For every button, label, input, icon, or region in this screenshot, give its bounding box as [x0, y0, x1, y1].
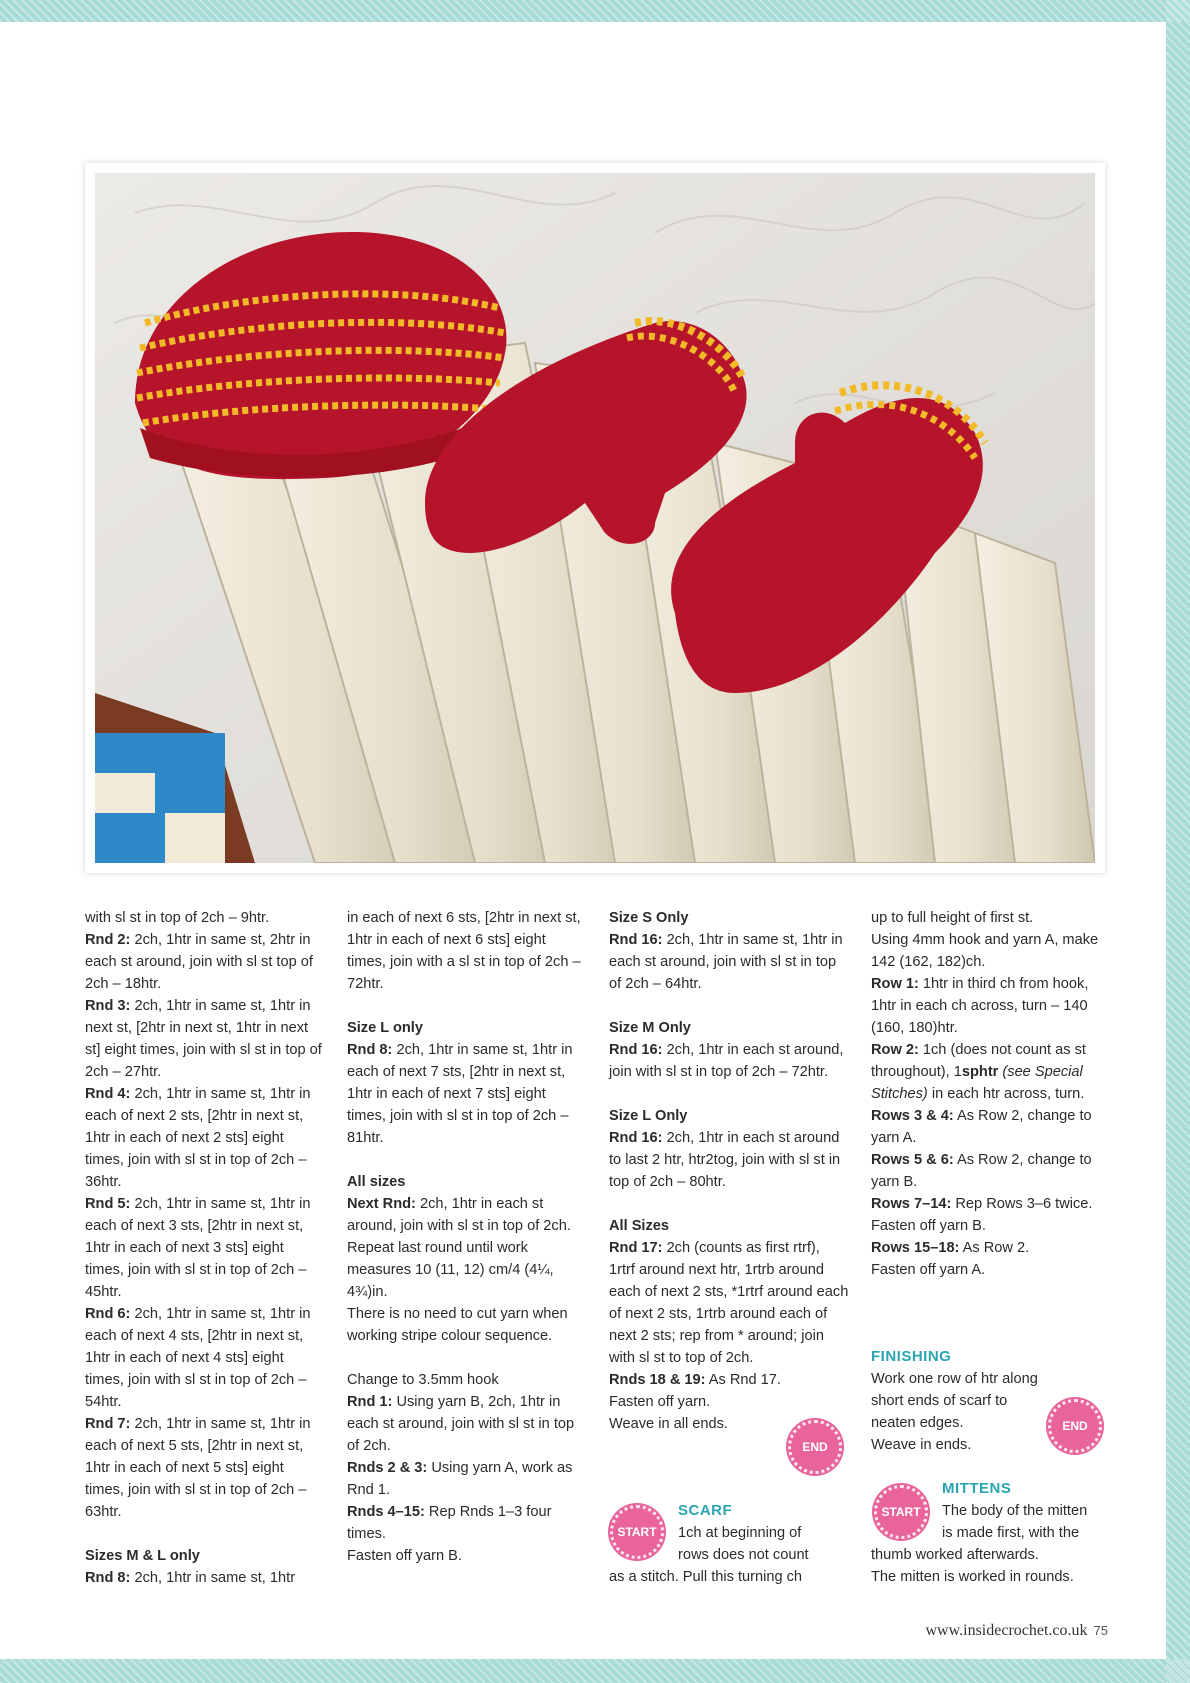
- step-label: Row 2:: [871, 1042, 919, 1058]
- mittens-heading: MITTENS: [942, 1480, 1012, 1497]
- step-label: Next Rnd:: [347, 1196, 416, 1212]
- step-label: Size L Only: [609, 1108, 688, 1124]
- pattern-line: [609, 1369, 849, 1391]
- step-label: Rnd 3:: [85, 998, 131, 1014]
- pattern-line: [871, 1215, 1111, 1237]
- step-label: Sizes M & L only: [85, 1548, 200, 1564]
- scarf-section: [678, 1500, 858, 1566]
- step-label: Rnds 18 & 19:: [609, 1372, 706, 1388]
- pattern-line: [347, 1193, 587, 1237]
- pattern-line: [347, 1017, 587, 1039]
- pattern-line: [609, 1215, 849, 1237]
- step-label: All Sizes: [609, 1218, 670, 1234]
- photo-frame: [85, 163, 1105, 873]
- step-text: 2ch, 1htr in same st, 1htr in each of next 5 sts, [2htr in next st, 1htr in each of next 5 sts] eight times, join with sl st in top of 2ch – 63htr.: [85, 1416, 311, 1520]
- step-text: 1ch (does not count as st throughout), 1: [871, 1042, 1086, 1080]
- pattern-line: [609, 929, 849, 995]
- step-text: Using yarn A, work as Rnd 1.: [347, 1460, 573, 1498]
- step-label: Rnds 2 & 3:: [347, 1460, 428, 1476]
- stitch-note: (see Special Stitches): [871, 1064, 1083, 1102]
- step-text: 2ch, 1htr in same st, 1htr in each of next 3 sts, [2htr in next st, 1htr in each of next 3 sts] eight times, join with sl st in top of 2ch – 45htr.: [85, 1196, 311, 1300]
- pattern-line: [85, 1193, 325, 1303]
- step-label: Rnd 16:: [609, 1042, 663, 1058]
- pattern-line: [871, 929, 1111, 973]
- mittens-section: [942, 1478, 1112, 1544]
- paragraph-gap: [609, 1193, 849, 1215]
- step-label: Rnd 6:: [85, 1306, 131, 1322]
- pattern-line: [871, 1149, 1111, 1193]
- scarf-line-2: rows does not count: [678, 1547, 809, 1563]
- step-text: 2ch, 1htr in each st around to last 2 htr, htr2tog, join with sl st in top of 2ch – 80htr.: [609, 1130, 841, 1190]
- step-label: Rows 3 & 4:: [871, 1108, 954, 1124]
- step-text: 2ch, 1htr in same st, 1htr in next st, [2htr in next st, 1htr in next st] eight times, join with sl st in top of 2ch – 27htr.: [85, 998, 322, 1080]
- pattern-line: [85, 1303, 325, 1413]
- step-text: There is no need to cut yarn when working stripe colour sequence.: [347, 1306, 568, 1344]
- mittens-line-2: is made first, with the: [942, 1525, 1080, 1541]
- finishing-heading: FINISHING: [871, 1348, 952, 1365]
- step-text: Change to 3.5mm hook: [347, 1372, 499, 1388]
- step-label: Rnd 16:: [609, 1130, 663, 1146]
- step-label: Rnd 7:: [85, 1416, 131, 1432]
- page-number: 75: [1093, 1623, 1108, 1638]
- pattern-line: [347, 1303, 587, 1347]
- step-text: in each htr across, turn.: [927, 1086, 1085, 1102]
- step-text: Rep Rnds 1–3 four times.: [347, 1504, 552, 1542]
- step-label: Size S Only: [609, 910, 689, 926]
- pattern-line: [609, 1391, 849, 1413]
- paragraph-gap: [609, 1083, 849, 1105]
- pattern-line: [609, 1105, 849, 1127]
- pattern-line: [609, 1017, 849, 1039]
- step-text: Rep Rows 3–6 twice.: [951, 1196, 1093, 1212]
- step-label: Rnd 17:: [609, 1240, 663, 1256]
- step-text: As Row 2, change to yarn B.: [871, 1152, 1092, 1190]
- step-label: Rnd 1:: [347, 1394, 393, 1410]
- end-badge: END: [788, 1420, 842, 1474]
- step-label: Rows 15–18:: [871, 1240, 960, 1256]
- step-label: Rnd 8:: [85, 1570, 131, 1586]
- pattern-line: [85, 1567, 325, 1589]
- step-text: As Rnd 17.: [705, 1372, 781, 1388]
- step-text: Fasten off yarn B.: [871, 1218, 986, 1234]
- pattern-line: [347, 1039, 587, 1149]
- step-text: Using 4mm hook and yarn A, make 142 (162, 182)ch.: [871, 932, 1099, 970]
- step-text: 2ch, 1htr in each st around, join with sl st in top of 2ch – 72htr.: [609, 1042, 844, 1080]
- step-text: 2ch (counts as first rtrf), 1rtrf around next htr, 1rtrb around each of next 2 sts, *1rtrf around each of next 2 sts, 1rtrb around each of next 2 sts; rep from * around; join with sl st to top of 2ch.: [609, 1240, 849, 1366]
- scarf-heading: SCARF: [678, 1502, 733, 1519]
- step-text: Weave in all ends.: [609, 1416, 728, 1432]
- pattern-line: [347, 1237, 587, 1303]
- pattern-line: [85, 1545, 325, 1567]
- step-label: All sizes: [347, 1174, 406, 1190]
- step-text: 2ch, 1htr in same st, 1htr in each of next 7 sts, [2htr in next st, 1htr in each of next 7 sts] eight times, join with sl st in top of 2ch – 81htr.: [347, 1042, 573, 1146]
- footer-url[interactable]: www.insidecrochet.co.uk: [925, 1622, 1088, 1639]
- pattern-line: [347, 907, 587, 995]
- pattern-line: [609, 1237, 849, 1369]
- stitch-name: sphtr: [961, 1064, 999, 1080]
- scarf-line-1: 1ch at beginning of: [678, 1525, 802, 1541]
- step-label: Rnd 2:: [85, 932, 131, 948]
- start-badge: START: [610, 1505, 664, 1559]
- photo-hat-mittens-radiator: [95, 173, 1095, 863]
- scarf-after: as a stitch. Pull this turning ch: [609, 1569, 803, 1585]
- pattern-line: [871, 1105, 1111, 1149]
- paragraph-gap: [609, 995, 849, 1017]
- pattern-line: [85, 1413, 325, 1523]
- paragraph-gap: [85, 1523, 325, 1545]
- pattern-line: [347, 1391, 587, 1457]
- step-label: Rows 7–14:: [871, 1196, 952, 1212]
- step-label: Rnd 8:: [347, 1042, 393, 1058]
- step-label: Row 1:: [871, 976, 919, 992]
- page-border-right: [1166, 0, 1190, 1683]
- pattern-line: [871, 1237, 1111, 1259]
- text-column-2: [347, 907, 587, 1567]
- pattern-line: [347, 1545, 587, 1567]
- step-text: 2ch, 1htr in same st, 1htr in each of next 4 sts, [2htr in next st, 1htr in each of next 4 sts] eight times, join with sl st in top of 2ch – 54htr.: [85, 1306, 311, 1410]
- step-text: 2ch, 1htr in same st, 1htr: [130, 1570, 296, 1586]
- step-label: Rows 5 & 6:: [871, 1152, 954, 1168]
- mittens-line-1: The body of the mitten: [942, 1503, 1088, 1519]
- step-label: Size M Only: [609, 1020, 691, 1036]
- step-text: with sl st in top of 2ch – 9htr.: [85, 910, 270, 926]
- pattern-line: [609, 907, 849, 929]
- page-border-bottom: [0, 1659, 1190, 1683]
- mittens-after-line-1: thumb worked afterwards.: [871, 1547, 1039, 1563]
- step-label: Rnds 4–15:: [347, 1504, 425, 1520]
- text-column-3: [609, 907, 849, 1435]
- finishing-line-4: Weave in ends.: [871, 1437, 972, 1453]
- text-column-1: [85, 907, 325, 1589]
- paragraph-gap: [347, 995, 587, 1017]
- pattern-line: [871, 907, 1111, 929]
- page-border-top: [0, 0, 1190, 22]
- pattern-line: [85, 1083, 325, 1193]
- paragraph-gap: [347, 1347, 587, 1369]
- step-text: Fasten off yarn A.: [871, 1262, 986, 1278]
- start-badge-2: START: [874, 1485, 928, 1539]
- pattern-line: [85, 907, 325, 929]
- mittens-after-line-2: The mitten is worked in rounds.: [871, 1569, 1074, 1585]
- finishing-line-1: Work one row of htr along: [871, 1371, 1038, 1387]
- end-badge-2: END: [1048, 1399, 1102, 1453]
- step-text: 2ch, 1htr in same st, 2htr in each st around, join with sl st top of 2ch – 18htr.: [85, 932, 313, 992]
- pattern-line: [347, 1171, 587, 1193]
- pattern-line: [85, 929, 325, 995]
- step-label: Rnd 5:: [85, 1196, 131, 1212]
- finishing-line-2: short ends of scarf to: [871, 1393, 1008, 1409]
- step-text: Using yarn B, 2ch, 1htr in each st around, join with sl st in top of 2ch.: [347, 1394, 575, 1454]
- pattern-line: [347, 1457, 587, 1501]
- page-footer: [926, 1622, 1109, 1640]
- step-label: Rnd 4:: [85, 1086, 131, 1102]
- pattern-line: [347, 1369, 587, 1391]
- mittens-after: [871, 1544, 1111, 1588]
- step-label: Rnd 16:: [609, 932, 663, 948]
- step-text: 2ch, 1htr in each st around, join with sl st in top of 2ch.: [347, 1196, 571, 1234]
- step-text: in each of next 6 sts, [2htr in next st, 1htr in each of next 6 sts] eight times, join with a sl st in top of 2ch – 72htr.: [347, 910, 581, 992]
- pattern-line: [871, 1193, 1111, 1215]
- pattern-line: [85, 995, 325, 1083]
- pattern-line: [871, 1259, 1111, 1281]
- pattern-line: [609, 1039, 849, 1083]
- pattern-line: [609, 1127, 849, 1193]
- step-text: up to full height of first st.: [871, 910, 1034, 926]
- step-text: 2ch, 1htr in same st, 1htr in each st around, join with sl st in top of 2ch – 64htr.: [609, 932, 843, 992]
- step-text: 1htr in third ch from hook, 1htr in each ch across, turn – 140 (160, 180)htr.: [871, 976, 1089, 1036]
- step-text: As Row 2, change to yarn A.: [871, 1108, 1092, 1146]
- paragraph-gap: [347, 1149, 587, 1171]
- step-text: Repeat last round until work measures 10 (11, 12) cm/4 (4¼, 4¾)in.: [347, 1240, 554, 1300]
- finishing-line-3: neaten edges.: [871, 1415, 964, 1431]
- pattern-line: [347, 1501, 587, 1545]
- step-text: 2ch, 1htr in same st, 1htr in each of next 2 sts, [2htr in next st, 1htr in each of next 2 sts] eight times, join with sl st in top of 2ch – 36htr.: [85, 1086, 311, 1190]
- pattern-line: [871, 973, 1111, 1039]
- step-text: Fasten off yarn B.: [347, 1548, 462, 1564]
- step-text: Fasten off yarn.: [609, 1394, 711, 1410]
- text-column-4: [871, 907, 1111, 1281]
- step-text: As Row 2.: [959, 1240, 1030, 1256]
- pattern-line: [871, 1039, 1111, 1105]
- step-label: Size L only: [347, 1020, 423, 1036]
